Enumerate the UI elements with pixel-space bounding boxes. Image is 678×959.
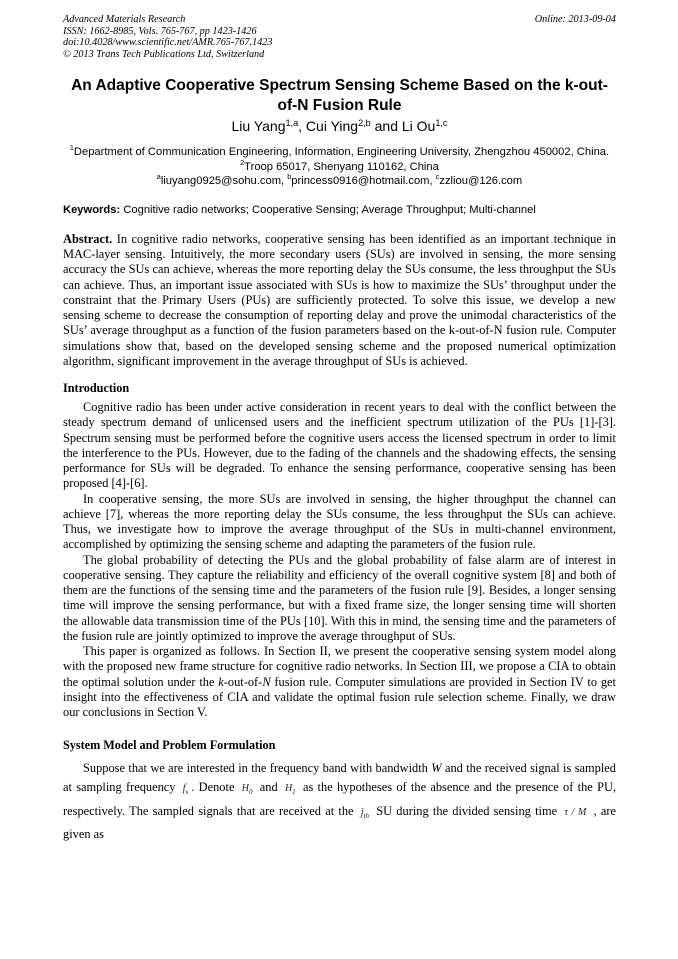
- intro-paragraph-1: Cognitive radio has been under active consideration in recent years to deal with the conflict between the steady spectrum demand of unlicensed users and the inefficient spectrum utilization of the PUs [1]-[3]. Spectrum sensing must be performed before the cognitive users access the licensed spectrum in order to limit the interference to the PUs. However, due to the fading of the channels and the shadowing effects, the sensing performance for SUs will be degraded. To enhance the sensing performance, cooperative sensing has been proposed [4]-[6].: [63, 400, 616, 491]
- section-heading-system-model: System Model and Problem Formulation: [63, 738, 276, 753]
- paragraph-text: SU during the divided sensing time: [372, 803, 562, 818]
- math-tau-over-m: τ / M: [564, 806, 587, 818]
- paragraph-text: and: [255, 780, 282, 795]
- online-date: Online: 2013-09-04: [534, 14, 616, 25]
- email-link[interactable]: princess0916@hotmail.com: [291, 174, 430, 187]
- paper-page: [63, 14, 616, 844]
- keywords-text: Cognitive radio networks; Cooperative Sensing; Average Throughput; Multi-channel: [123, 203, 536, 216]
- math-fs: [180, 783, 192, 797]
- intro-paragraph-2: In cooperative sensing, the more SUs are involved in sensing, the higher throughput the channel can achieve [7], whereas the more reporting delay the SUs consume, the less throughput the SUs can achieve. Thus, we investigate how to improve the average throughput of the SUs in multi-channel environment, accomplished by optimizing the sensing scheme and adapting the parameters of the fusion rule.: [63, 491, 616, 552]
- email-link[interactable]: zzliou@126.com: [439, 174, 523, 187]
- model-paragraph: [63, 759, 616, 843]
- email-sup: b: [287, 171, 292, 181]
- keywords: [63, 203, 616, 217]
- math-n: N: [262, 674, 271, 689]
- math-j: [358, 807, 372, 818]
- paragraph-text: This paper is organized as follows. In Section II, we present the cooperative sensing system model along with the proposed new frame structure for cognitive radio networks. In Section III, we propose a CIA to obtain the optimal solution under the: [63, 644, 616, 689]
- math-symbol: j: [360, 806, 364, 818]
- math-symbol: f: [182, 783, 186, 795]
- math-h0: [239, 783, 256, 797]
- abstract: [63, 232, 616, 369]
- email-sup: a: [156, 171, 161, 181]
- author-name: Liu Yang: [231, 118, 286, 135]
- author-sup: 2,b: [358, 118, 371, 129]
- paragraph-text: and the received signal is sampled at sampling frequency: [63, 761, 616, 795]
- author-separator: ,: [298, 118, 306, 135]
- author-emails: $^a$liuyang0925@sohu.com, $^b$princess0916@hotmail.com, $^c$zzliou@126.com: [156, 171, 523, 187]
- math-w: W: [431, 761, 442, 776]
- math-h1: [282, 783, 299, 797]
- math-subscript: s: [185, 788, 189, 797]
- paper-title: An Adaptive Cooperative Spectrum Sensing Scheme Based on the k-out-of-N Fusion Rule: [71, 77, 608, 114]
- intro-paragraph-3: The global probability of detecting the PUs and the global probability of false alarm are of interest in cooperative sensing. They capture the reliability and efficiency of the overall cognitive system [8] and both of them are the functions of the sensing time and the parameters of the fusion rule [9]. Besides, a longer sensing time will improve the sensing performance, but with a fixed frame size, the longer sensing time will shorten the allowable data transmission time of the PUs [10]. With this in mind, the sensing time and the parameters of the fusion rule are jointly optimized to improve the average throughput of SUs.: [63, 552, 616, 643]
- keywords-label: Keywords:: [63, 203, 121, 216]
- math-subscript: th: [363, 811, 369, 820]
- intro-paragraph-4: [63, 644, 616, 720]
- math-subscript: 0: [248, 788, 253, 797]
- affiliation-1: [63, 145, 616, 159]
- doi-line: doi:10.4028/www.scientific.net/AMR.765-767.1423: [63, 37, 273, 49]
- author-sup: 1,a: [285, 118, 299, 129]
- math-symbol: H: [284, 783, 293, 795]
- author-name: Li Ou: [401, 118, 436, 135]
- paragraph-text: fusion rule. Computer simulations are provided in Section IV to get insight into the effectiveness of CIA and validate the optimal fusion rule selection scheme. Finally, we draw our conclusions in Section V.: [63, 674, 616, 720]
- section-heading-introduction: Introduction: [63, 381, 130, 396]
- author-sup: 1,c: [435, 118, 448, 129]
- paragraph-text: -out-of-: [223, 674, 263, 689]
- journal-header: [63, 14, 616, 60]
- author-name: Cui Ying: [305, 118, 359, 135]
- author-separator: and: [370, 118, 402, 135]
- affiliation-text: Troop 65017, Shenyang 110162, China: [244, 160, 439, 173]
- paragraph-text: as the hypotheses of the absence and the presence of the PU, respectively. The sampled signals that are received at the: [63, 780, 617, 818]
- author-list: [63, 117, 616, 135]
- paragraph-text: . Denote: [191, 780, 239, 795]
- email-link[interactable]: liuyang0925@sohu.com: [160, 174, 282, 187]
- journal-name: Advanced Materials Research: [63, 14, 186, 25]
- math-symbol: H: [241, 783, 249, 795]
- abstract-label: Abstract.: [63, 231, 113, 246]
- math-k: k: [218, 674, 224, 689]
- affiliation-2: [63, 157, 616, 174]
- paragraph-text: Suppose that we are interested in the frequency band with bandwidth: [83, 761, 432, 776]
- affiliation-sup: 1: [69, 143, 74, 153]
- issn-line: ISSN: 1662-8985, Vols. 765-767, pp 1423-1426: [63, 25, 257, 37]
- affiliation-text: Department of Communication Engineering, Information, Engineering University, Zhengzhou 450002, China.: [73, 146, 610, 159]
- abstract-text: In cognitive radio networks, cooperative sensing has been identified as an important technique in MAC-layer sensing. Intuitively, the more secondary users (SUs) are involved in sensing, the more sensing accuracy the SUs can achieve, whereas the more reporting delay the SUs consume, the less throughput the SUs can achieve. Thus, an important issue associated with SUs is how to maximize the SUs’ throughput under the constraint that the Primary Users (PUs) are sufficiently protected. To solve this issue, we develop a new sensing scheme to decrease the consumption of reporting delay and prove the unimodal characteristics of the SUs’ average throughput as a function of the fusion parameters based on the k-out-of-N fusion rule. Computer simulations show that, based on the developed sensing scheme and the proposed numerical optimization algorithm, significant improvement in the average throughput of SUs is achieved.: [63, 231, 616, 368]
- copyright-line: © 2013 Trans Tech Publications Ltd, Switzerland: [63, 48, 265, 60]
- affiliation-sup: 2: [240, 157, 245, 167]
- math-subscript: 1: [292, 788, 296, 797]
- paragraph-text: , are given as: [63, 803, 617, 842]
- email-sup: c: [435, 171, 440, 181]
